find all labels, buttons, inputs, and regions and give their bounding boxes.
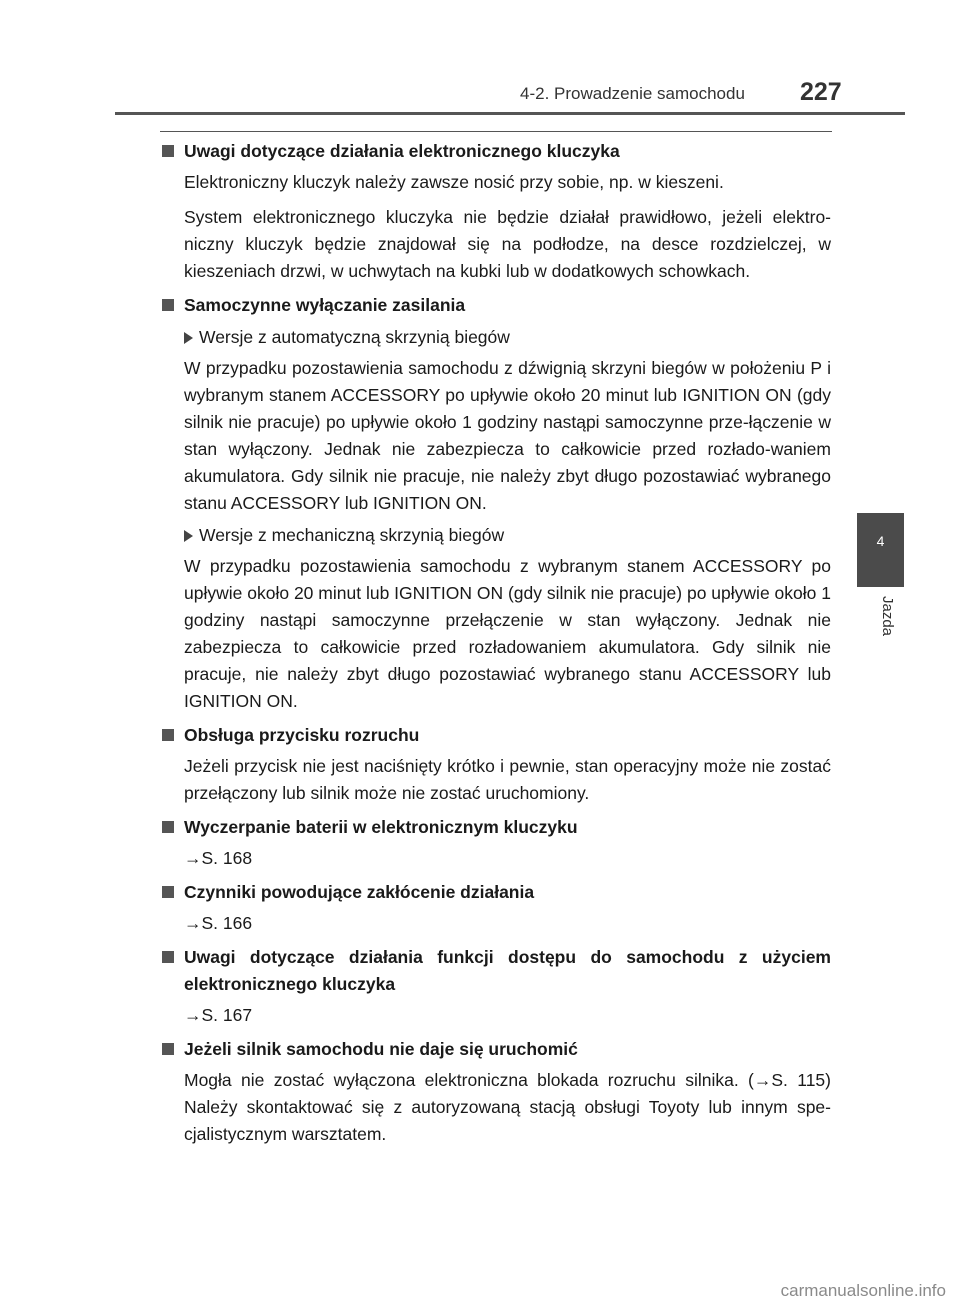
square-bullet-icon (162, 886, 174, 898)
chapter-label: Jazda (879, 596, 896, 637)
paragraph: System elektronicznego kluczyka nie będzie działał prawidłowo, jeżeli elektro-niczny kluczyk będzie znajdował się na podłodze, na desce rozdzielczej, w kieszeniach drzwi, w uchwytach na kubki lub w dodatkowych schowkach. (184, 207, 831, 281)
square-bullet-icon (162, 1043, 174, 1055)
paragraph: Elektroniczny kluczyk należy zawsze nosić przy sobie, np. w kieszeni. (184, 172, 724, 192)
header-section-title: 4-2. Prowadzenie samochodu (520, 84, 745, 103)
section-title: Czynniki powodujące zakłócenie działania (184, 882, 535, 902)
page-reference: →S. 166 (184, 913, 253, 933)
section-title: Samoczynne wyłączanie zasilania (184, 295, 466, 315)
paragraph: W przypadku pozostawienia samochodu z wybranym stanem ACCESSORY po upływie około 20 minut lub IGNITION ON (gdy silnik nie pracuje) po upływie około 1 godziny nastąpi samoczynne przełączenie w stan wyłączony. Jednak nie zabezpiecza to całkowicie przed rozładowaniem akumulatora. Gdy silnik nie pracuje, nie należy zbyt długo pozostawiać wybranego stanu ACCESSORY lub IGNITION ON. (184, 556, 831, 711)
section-title: Uwagi dotyczące działania funkcji dostępu do samochodu z użyciem elektronicznego kluczyka (184, 947, 831, 994)
triangle-bullet-icon (184, 530, 193, 542)
chapter-number: 4 (876, 533, 885, 549)
section-engine-not-start (162, 1036, 831, 1148)
section-title: Uwagi dotyczące działania elektronicznego kluczyka (184, 141, 620, 161)
content-rule (160, 131, 832, 132)
section-auto-power-off (162, 292, 831, 715)
section-title: Jeżeli silnik samochodu nie daje się uruchomić (184, 1039, 578, 1059)
square-bullet-icon (162, 951, 174, 963)
square-bullet-icon (162, 299, 174, 311)
section-interference (162, 879, 831, 937)
subsection-title: Wersje z automatyczną skrzynią biegów (199, 327, 510, 347)
page-number: 227 (800, 78, 842, 106)
section-access-function (162, 944, 831, 1029)
triangle-bullet-icon (184, 332, 193, 344)
watermark: carmanualsonline.info (780, 1281, 946, 1300)
paragraph: Jeżeli przycisk nie jest naciśnięty krótko i pewnie, stan operacyjny może nie zostać przełączony lub silnik może nie zostać uruchomiony. (184, 756, 831, 803)
subsection-title: Wersje z mechaniczną skrzynią biegów (199, 525, 505, 545)
square-bullet-icon (162, 145, 174, 157)
header-rule (115, 112, 905, 115)
paragraph: W przypadku pozostawienia samochodu z dźwignią skrzyni biegów w położeniu P i wybranym stanem ACCESSORY po upływie około 20 minut lub IGNITION ON (gdy silnik nie pracuje) po upływie około 1 godziny nastąpi samoczynne prze-łączenie w stan wyłączony. Jednak nie zabezpiecza to całkowicie przed rozłado-waniem akumulatora. Gdy silnik nie pracuje, nie należy zbyt długo pozostawiać wybranego stanu ACCESSORY lub IGNITION ON. (184, 358, 831, 513)
section-start-button (162, 722, 831, 807)
page-reference: →S. 167 (184, 1005, 253, 1025)
section-key-notes (162, 138, 831, 285)
square-bullet-icon (162, 821, 174, 833)
page-content (162, 138, 831, 1148)
square-bullet-icon (162, 729, 174, 741)
paragraph: Mogła nie zostać wyłączona elektroniczna blokada rozruchu silnika. (→S. 115) Należy skontaktować się z autoryzowaną stacją obsługi Toyoty lub innym spe-cjalistycznym warsztatem. (184, 1070, 831, 1144)
section-title: Wyczerpanie baterii w elektronicznym kluczyku (184, 817, 578, 837)
chapter-tab (857, 513, 904, 587)
page-reference: →S. 168 (184, 848, 253, 868)
section-title: Obsługa przycisku rozruchu (184, 725, 420, 745)
section-battery (162, 814, 831, 872)
